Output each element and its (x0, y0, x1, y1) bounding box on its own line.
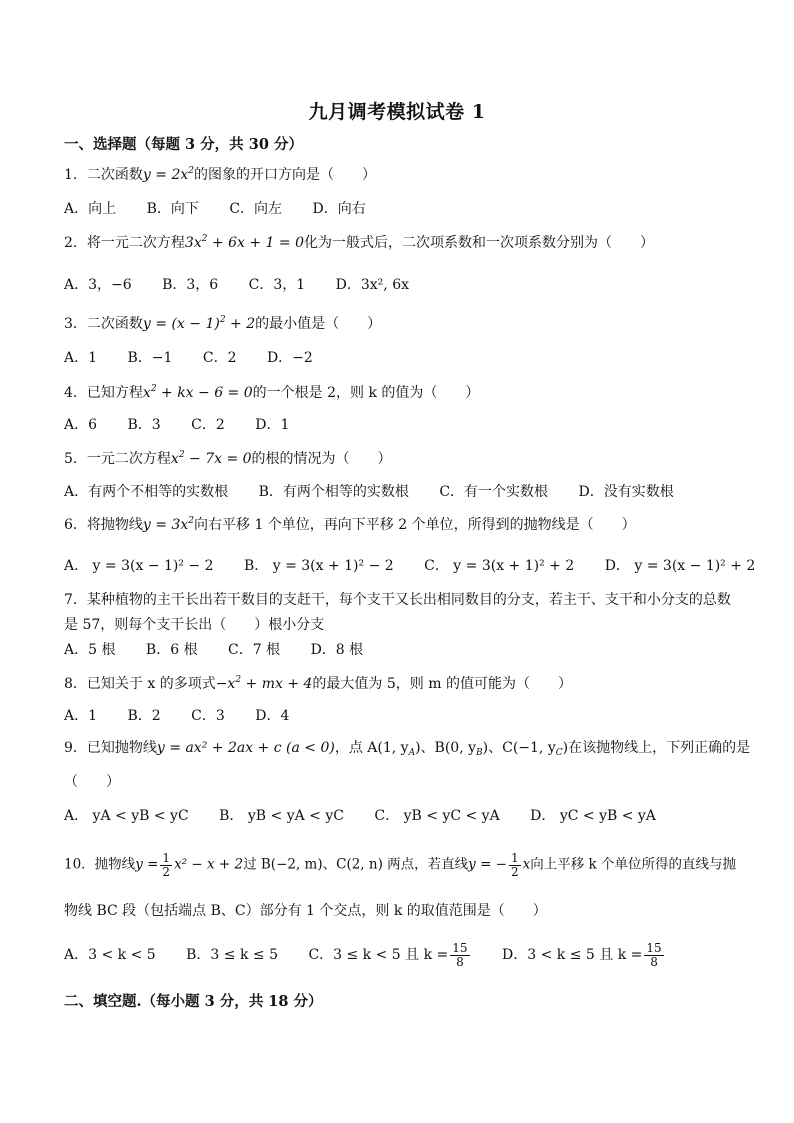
q10-optd-frac-den: 8 (650, 954, 658, 969)
q7-option-c[interactable]: C．7 根 (228, 642, 281, 658)
question-3 (64, 317, 381, 331)
q2-option-d[interactable]: D．3x², 6x (335, 277, 409, 293)
q9-options (64, 809, 682, 823)
q8-formula-a: −x (215, 676, 236, 692)
q9-point-c: 、C(−1, y (488, 740, 556, 756)
q4-option-a[interactable]: A．6 (64, 417, 98, 433)
q2-option-c[interactable]: C．3，1 (248, 277, 306, 293)
q2-formula-a: 3x (184, 235, 202, 251)
q10-option-d-text: D．3 < k ≤ 5 且 k = (502, 947, 643, 964)
q6-options (64, 559, 781, 573)
q9-formula: y = ax² + 2ax + c (a < 0) (156, 740, 335, 756)
q10-option-c[interactable] (308, 942, 471, 968)
q1-formula: $y = 2x^2$ (142, 166, 194, 183)
q5-options (64, 485, 700, 499)
q9-point-b: 、B(0, y (420, 740, 477, 756)
q3-formula: $y = (x - 1)^2 + 2$ (142, 315, 256, 332)
q10-option-d[interactable] (502, 942, 666, 968)
q8-option-d[interactable]: D．4 (255, 708, 290, 724)
question-7-line-1: 7．某种植物的主干长出若干数目的支赶干，每个支干又长出相同数目的分支，若主干、支干和小分支的总数 (64, 592, 731, 608)
question-9: 9．已知抛物线y = ax² + 2ax + c (a < 0)，点 A(1, $y_A$)、B(0, $y_B$)、C(−1, $y_C$)在该抛物线上，下列正确的是 (64, 740, 751, 758)
question-4 (64, 386, 479, 400)
q5-formula-a: x (170, 451, 179, 467)
q1-option-a[interactable]: A．向上 (64, 201, 117, 217)
q1-text-pre: 1．二次函数 (64, 167, 143, 183)
q4-option-d[interactable]: D．1 (255, 417, 290, 433)
q8-formula-b: + mx + 4 (241, 676, 313, 692)
q3-option-a[interactable]: A．1 (64, 350, 98, 366)
q10-optc-frac-num: 15 (452, 941, 468, 955)
q4-option-b[interactable]: B．3 (127, 417, 161, 433)
q5-text-post: 的根的情况为（ ） (251, 451, 392, 467)
q4-text-post: 的一个根是 2，则 k 的值为（ ） (252, 385, 480, 401)
q2-formula: $3x^2 + 6x + 1 = 0$ (184, 234, 304, 251)
q10-options (64, 942, 692, 968)
q10-optc-frac-den: 8 (456, 954, 464, 969)
q7-option-a[interactable]: A．5 根 (64, 642, 116, 658)
q9-option-c[interactable]: C． yB < yC < yA (374, 808, 500, 824)
q6-option-a[interactable]: A． y = 3(x − 1)² − 2 (64, 558, 214, 574)
q5-formula: $x^2 - 7x = 0$ (170, 450, 252, 467)
q4-options (64, 418, 315, 432)
q6-option-b[interactable]: B． y = 3(x + 1)² − 2 (243, 558, 394, 574)
q1-option-d[interactable]: D．向右 (312, 201, 366, 217)
question-8 (64, 677, 572, 691)
q5-text-pre: 5．一元二次方程 (64, 451, 171, 467)
q10-rest: x² − x + 2 (174, 856, 244, 873)
q10-frac2-num: 1 (511, 851, 519, 865)
q6-formula-a: y = 3x (142, 517, 189, 533)
q4-formula-b: + kx − 6 = 0 (156, 385, 253, 401)
q9-text-pre: 9．已知抛物线 (64, 740, 157, 756)
q5-option-d[interactable]: D．没有实数根 (578, 484, 674, 500)
q5-option-a[interactable]: A．有两个不相等的实数根 (64, 484, 229, 500)
q10-optd-frac-num: 15 (646, 941, 662, 955)
q10-text-pre: 10．抛物线 (64, 856, 136, 873)
q4-option-c[interactable]: C．2 (191, 417, 225, 433)
q10-option-d-fraction (644, 942, 663, 968)
question-5 (64, 452, 392, 466)
q6-formula: $y = 3x^2$ (142, 516, 194, 533)
q4-text-pre: 4．已知方程 (64, 385, 143, 401)
q8-option-a[interactable]: A．1 (64, 708, 98, 724)
q10-rest-2: x (522, 856, 531, 873)
section-choice-heading: 一、选择题（每题 3 分，共 30 分） (64, 136, 303, 153)
question-1 (64, 168, 376, 182)
q8-option-c[interactable]: C．3 (191, 708, 225, 724)
q2-text-pre: 2．将一元二次方程 (64, 235, 185, 251)
q1-option-b[interactable]: B．向下 (146, 201, 199, 217)
q3-option-d[interactable]: D．−2 (266, 350, 313, 366)
q9-text-post: 在该抛物线上，下列正确的是 (568, 740, 751, 756)
q10-frac2-den: 2 (511, 864, 519, 879)
q4-formula-a: x (142, 385, 151, 401)
q2-text-post: 化为一般式后，二次项系数和一次项系数分别为（ ） (303, 235, 654, 251)
q10-fraction-2 (509, 852, 521, 878)
q3-option-b[interactable]: B．−1 (127, 350, 173, 366)
q3-formula-b: + 2 (225, 316, 256, 332)
q6-text-post: 向右平移 1 个单位，再向下平移 2 个单位，所得到的抛物线是（ ） (194, 517, 636, 533)
page-title: 九月调考模拟试卷 1 (308, 101, 486, 123)
q10-option-a[interactable]: A．3 < k < 5 (64, 947, 156, 964)
q2-option-b[interactable]: B．3，6 (162, 277, 219, 293)
q5-formula-b: − 7x = 0 (184, 451, 252, 467)
q8-text-post: 的最大值为 5，则 m 的值可能为（ ） (312, 676, 572, 692)
q10-lhs: y = (135, 856, 159, 873)
q2-formula-b: + 6x + 1 = 0 (207, 235, 304, 251)
q10-option-c-text: C．3 ≤ k < 5 且 k = (308, 947, 449, 964)
q4-formula: $x^2$ + kx − 6 = 0 (142, 384, 253, 401)
question-6 (64, 518, 636, 532)
q7-option-b[interactable]: B．6 根 (145, 642, 198, 658)
q7-options (64, 643, 389, 657)
q7-option-d[interactable]: D．8 根 (310, 642, 364, 658)
question-2 (64, 236, 654, 250)
section-fill-heading: 二、填空题.（每小题 3 分，共 18 分） (64, 993, 323, 1010)
question-10-line-2: 物线 BC 段（包括端点 B、C）部分有 1 个交点，则 k 的取值范围是（ ） (64, 903, 547, 919)
q1-text-post: 的图象的开口方向是（ ） (194, 167, 376, 183)
q6-option-c[interactable]: C． y = 3(x + 1)² + 2 (424, 558, 575, 574)
q10-frac-den: 2 (162, 864, 171, 879)
q9-point-a: ，点 A(1, y (334, 740, 409, 756)
q8-formula: $-x^2$ + mx + 4 (215, 675, 313, 692)
q3-text-post: 的最小值是（ ） (255, 316, 382, 332)
q8-option-b[interactable]: B．2 (127, 708, 161, 724)
question-7-line-2: 是 57，则每个支干长出（ ）根小分支 (64, 617, 325, 633)
q5-option-c[interactable]: C．有一个实数根 (439, 484, 549, 500)
q9-option-b[interactable]: B． yB < yA < yC (219, 808, 344, 824)
q10-text-post: 向上平移 k 个单位所得的直线与抛 (530, 856, 737, 873)
question-10 (64, 852, 736, 878)
q2-options (64, 278, 435, 292)
q9-option-a[interactable]: A． yA < yB < yC (64, 808, 189, 824)
question-9-line-2: （ ） (64, 774, 120, 790)
q3-option-c[interactable]: C．2 (202, 350, 237, 366)
q2-option-a[interactable]: A．3，−6 (64, 277, 132, 293)
q10-option-b[interactable]: B．3 ≤ k ≤ 5 (186, 947, 278, 964)
q3-formula-a: y = (x − 1) (142, 316, 220, 332)
q10-lhs-2: y = − (468, 856, 507, 873)
q6-text-pre: 6．将抛物线 (64, 517, 143, 533)
q6-option-d[interactable]: D． y = 3(x − 1)² + 2 (604, 558, 756, 574)
q5-option-b[interactable]: B．有两个相等的实数根 (258, 484, 409, 500)
q1-option-c[interactable]: C．向左 (229, 201, 283, 217)
q1-formula-base: y = 2x (142, 167, 189, 183)
q3-text-pre: 3．二次函数 (64, 316, 143, 332)
q9-option-d[interactable]: D． yC < yB < yA (530, 808, 656, 824)
q10-text-mid: 过 B(−2, m)、C(2, n) 两点，若直线 (243, 856, 469, 873)
q3-options (64, 351, 339, 365)
q10-option-c-fraction (450, 942, 469, 968)
q8-text-pre: 8．已知关于 x 的多项式 (64, 676, 216, 692)
q1-options (64, 202, 392, 216)
q8-options (64, 709, 315, 723)
q10-frac-num: 1 (162, 851, 171, 865)
q10-fraction (160, 852, 172, 878)
